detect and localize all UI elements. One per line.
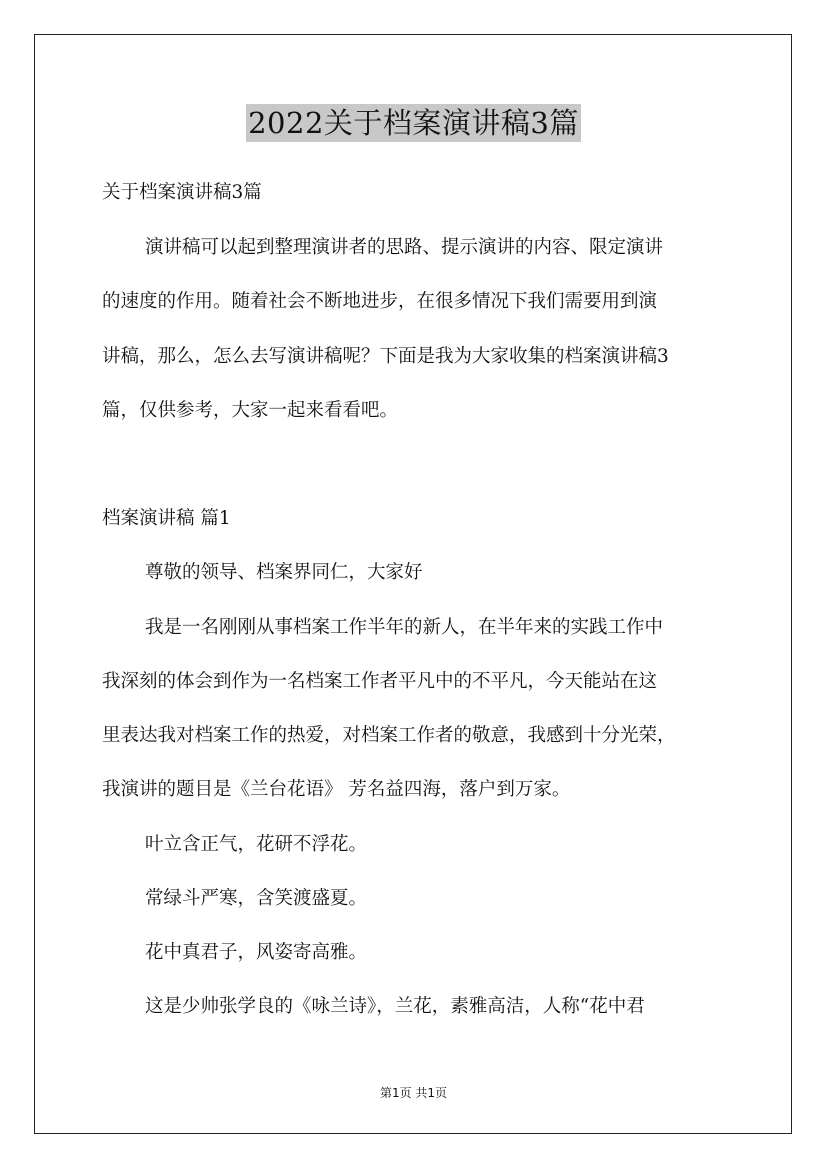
paragraph-line: 我深刻的体会到作为一名档案工作者平凡中的不平凡，今天能站在这 (102, 671, 658, 692)
paragraph-line: 这是少帅张学良的《咏兰诗》，兰花，素雅高洁，人称“花中君 (145, 996, 645, 1017)
paragraph-line: 演讲稿可以起到整理演讲者的思路、提示演讲的内容、限定演讲 (145, 237, 664, 258)
paragraph-line: 我是一名刚刚从事档案工作半年的新人，在半年来的实践工作中 (145, 617, 664, 638)
document-title-container (0, 104, 827, 142)
paragraph-line: 的速度的作用。随着社会不断地进步，在很多情况下我们需要用到演 (102, 291, 658, 312)
paragraph-line: 讲稿，那么，怎么去写演讲稿呢？下面是我为大家收集的档案演讲稿3 (102, 346, 669, 367)
subtitle-line: 关于档案演讲稿3篇 (102, 182, 262, 203)
page-footer: 第1页 共1页 (379, 1086, 448, 1100)
paragraph-line: 里表达我对档案工作的热爱，对档案工作者的敬意，我感到十分光荣， (102, 725, 676, 746)
poem-line: 常绿斗严寒，含笑渡盛夏。 (145, 888, 368, 909)
poem-line: 花中真君子，风姿寄高雅。 (145, 942, 368, 963)
paragraph-line: 我演讲的题目是《兰台花语》 芳名益四海，落户到万家。 (102, 779, 571, 800)
paragraph-line: 尊敬的领导、档案界同仁，大家好 (145, 562, 423, 583)
poem-line: 叶立含正气，花研不浮花。 (145, 834, 368, 855)
paragraph-line: 篇，仅供参考，大家一起来看看吧。 (102, 400, 399, 421)
document-title: 2022关于档案演讲稿3篇 (248, 106, 579, 140)
section-heading: 档案演讲稿 篇1 (102, 508, 231, 529)
